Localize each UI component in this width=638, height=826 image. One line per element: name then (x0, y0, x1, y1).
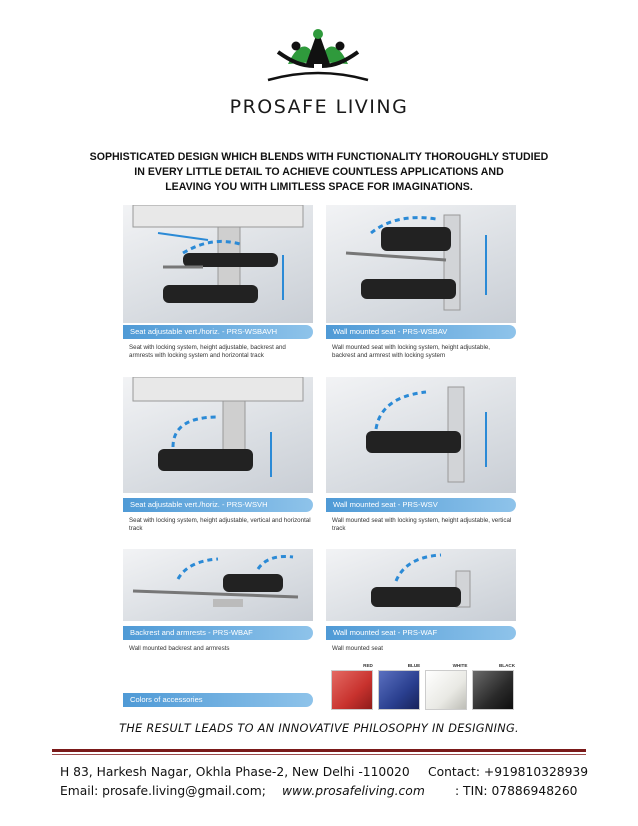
headline (40, 150, 598, 195)
footer-divider-thin (52, 754, 586, 755)
product-title: Wall mounted seat - PRS-WAF (326, 626, 516, 640)
footer-tin: : TIN: 07886948260 (455, 784, 578, 798)
product-photo (123, 377, 313, 493)
product-title: Seat adjustable vert./horiz. - PRS-WSBAVH (123, 325, 313, 339)
tagline: THE RESULT LEADS TO AN INNOVATIVE PHILOSOPHY IN DESIGNING. (119, 722, 519, 735)
headline-line-1: SOPHISTICATED DESIGN WHICH BLENDS WITH FUNCTIONALITY THOROUGHLY STUDIED (89, 151, 549, 163)
product-description: Wall mounted seat with locking system, height adjustable, vertical track (332, 517, 512, 532)
swatch-label-red: RED (363, 663, 373, 668)
three-people-leaves-logo-icon (258, 22, 378, 92)
product-description: Wall mounted backrest and armrests (129, 645, 230, 652)
swatch-white (425, 670, 467, 710)
product-description: Wall mounted seat (332, 645, 384, 652)
accessories-title: Colors of accessories (123, 693, 313, 707)
brand-name: PROSAFE LIVING (229, 96, 409, 118)
headline-line-2: IN EVERY LITTLE DETAIL TO ACHIEVE COUNTLESS APPLICATIONS AND (134, 166, 504, 178)
product-title: Wall mounted seat - PRS-WSV (326, 498, 516, 512)
product-description: Seat with locking system, height adjustable, vertical and horizontal track (129, 517, 311, 532)
swatch-blue (378, 670, 420, 710)
product-photo (123, 549, 313, 621)
footer-website-link[interactable]: www.prosafeliving.com (282, 784, 425, 798)
swatch-label-white: WHITE (452, 663, 468, 668)
footer-contact: Contact: +919810328939 (428, 765, 589, 779)
footer-divider (52, 749, 586, 752)
product-photo (326, 549, 516, 621)
product-photo (326, 377, 516, 493)
swatch-label-black: BLACK (498, 663, 516, 668)
swatch-black (472, 670, 514, 710)
swatch-label-blue: BLUE (407, 663, 421, 668)
product-title: Seat adjustable vert./horiz. - PRS-WSVH (123, 498, 313, 512)
product-description: Seat with locking system, height adjustable, backrest and armrests with locking system and horizontal track (129, 344, 286, 359)
product-title: Backrest and armrests - PRS-WBAF (123, 626, 313, 640)
product-description: Wall mounted seat with locking system, height adjustable, backrest and armrest with locking system (332, 344, 490, 359)
product-title: Wall mounted seat - PRS-WSBAV (326, 325, 516, 339)
product-photo (326, 205, 516, 323)
footer-email[interactable]: Email: prosafe.living@gmail.com; (60, 784, 266, 798)
headline-line-3: LEAVING YOU WITH LIMITLESS SPACE FOR IMAGINATIONS. (165, 181, 473, 193)
swatch-red (331, 670, 373, 710)
product-photo (123, 205, 313, 323)
footer-address: H 83, Harkesh Nagar, Okhla Phase-2, New Delhi -110020 (60, 765, 410, 779)
